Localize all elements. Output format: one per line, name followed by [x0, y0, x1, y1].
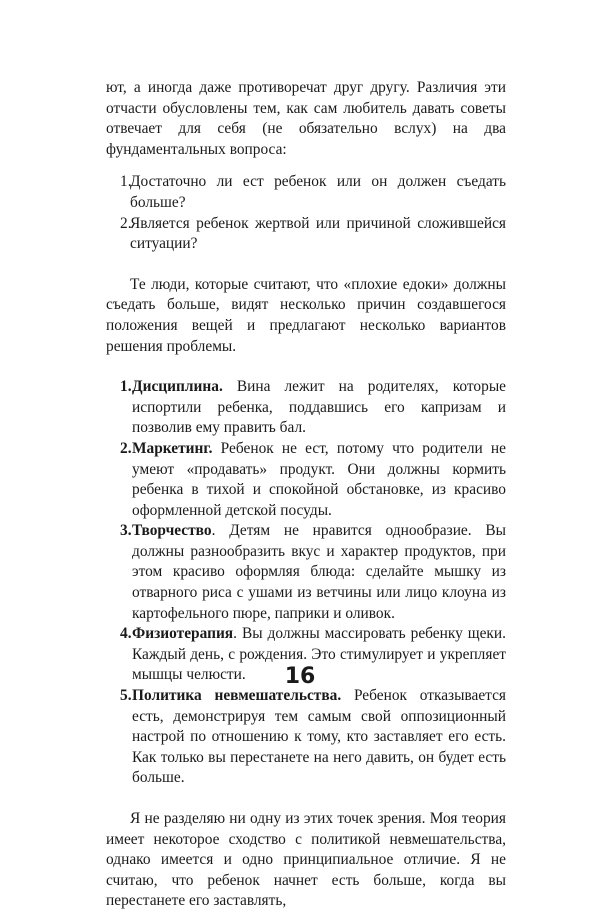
paragraph: Те люди, которые считают, что «плохие едоки» должны съедать больше, видят несколько причин создавшегося положения вещей и предлагают несколько вариантов решения проблемы.: [106, 275, 506, 355]
list-item: [106, 214, 506, 255]
list-item: [106, 686, 506, 789]
approaches-list: [106, 377, 506, 789]
term-heading: Маркетинг.: [132, 439, 213, 457]
questions-list: [106, 172, 506, 254]
list-number: 2.: [120, 214, 132, 232]
list-number: 2.: [120, 439, 132, 457]
list-item: [106, 172, 506, 213]
list-item-text: . Детям не нравится однообразие. Вы должны разнообразить вкус и характер продуктов, при этом красиво оформляя блюда: сделайте мышку из отварного риса с ушами из ветчины или лицо клоуна из картофельного пюре, паприки и оливок.: [132, 522, 506, 622]
term-heading: Физиотерапия: [132, 625, 234, 643]
paragraph: Я не разделяю ни одну из этих точек зрения. Моя теория имеет некоторое сходство с политикой невмешательства, однако имеется и одно принципиальное отличие. Я не считаю, что ребенок начнет есть больше, когда вы перестанете его заставлять,: [106, 810, 506, 910]
list-item-text: Вина лежит на родителях, которые испортили ребенка, поддавшись его капризам и позволив ему править бал.: [132, 378, 506, 437]
list-item-text: . Вы должны массировать ребенку щеки. Каждый день, с рождения. Это стимулирует и укрепляет мышцы челюсти.: [132, 625, 506, 684]
list-item-text: Достаточно ли ест ребенок или он должен съедать больше?: [130, 173, 506, 211]
list-number: 1.: [120, 173, 132, 191]
list-item-text: Ребенок отказывается есть, демонстрируя тем самым свой оппозиционный настрой по отношению к тому, кто заставляет его есть. Как только вы перестанете на него давить, он будет есть больше.: [132, 687, 506, 787]
term-heading: Творчество: [132, 522, 212, 540]
list-number: 3.: [120, 522, 132, 540]
list-number: 5.: [120, 687, 132, 705]
list-item: [106, 377, 506, 439]
list-item-text: Является ребенок жертвой или причиной сложившейся ситуации?: [130, 214, 506, 253]
page-body: [106, 78, 506, 912]
intro-paragraph: ют, а иногда даже противоречат друг другу. Различия эти отчасти обусловлены тем, как сам любитель давать советы отвечает для себя (не обязательно вслух) на два фундаментальных вопроса:: [106, 79, 506, 158]
list-item: [106, 521, 506, 624]
page-number: 16: [284, 664, 316, 689]
term-heading: Политика невмешательства.: [132, 687, 342, 705]
term-heading: Дисциплина.: [132, 378, 223, 396]
list-item: [106, 439, 506, 521]
list-number: 4.: [120, 625, 132, 643]
list-number: 1.: [120, 378, 132, 396]
list-item-text: Ребенок не ест, потому что родители не умеют «продавать» продукт. Они должны кормить ребенка в тихой и спокойной обстановке, из красиво оформленной детской посуды.: [132, 439, 506, 519]
